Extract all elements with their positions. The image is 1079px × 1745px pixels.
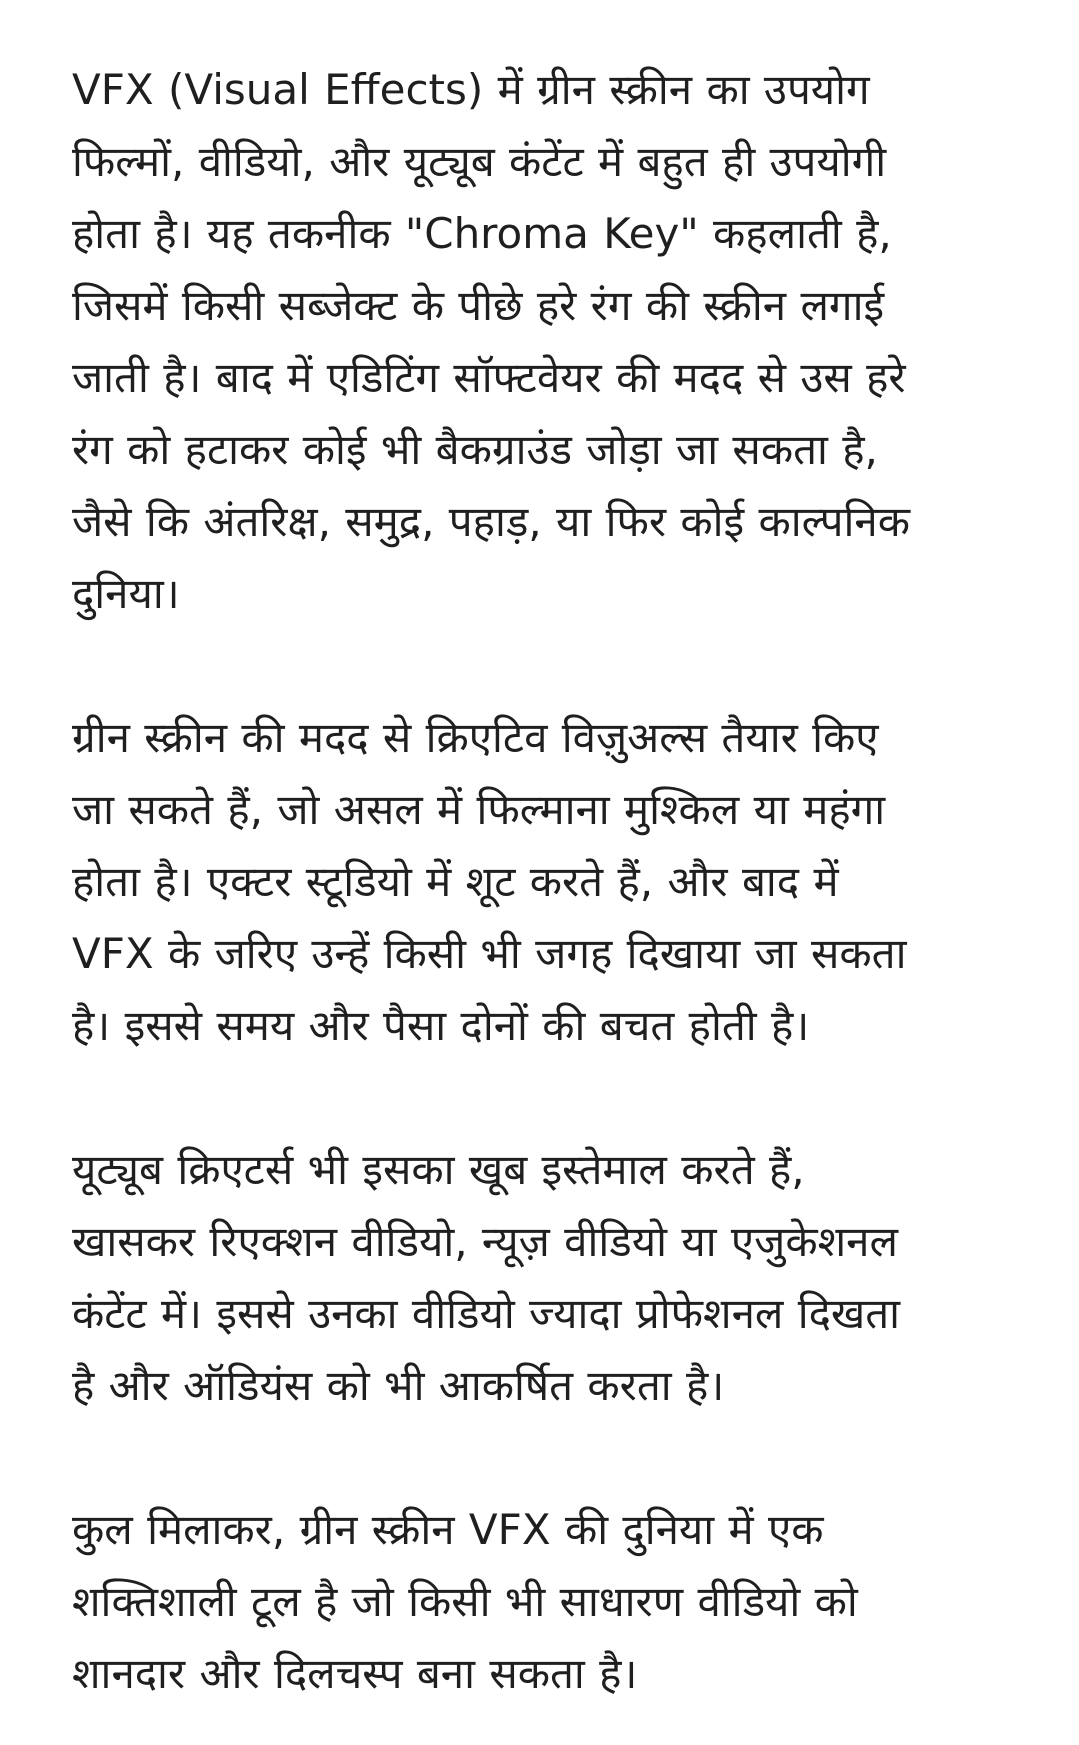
text-line: जैसे कि अंतरिक्ष, समुद्र, पहाड़, या फिर कोई काल्पनिक: [72, 497, 910, 546]
text-line: जा सकते हैं, जो असल में फिल्माना मुश्किल या महंगा: [72, 785, 886, 834]
text-line: VFX (Visual Effects) में ग्रीन स्क्रीन का उपयोग: [72, 65, 870, 114]
text-line: VFX के जरिए उन्हें किसी भी जगह दिखाया जा सकता: [72, 929, 907, 978]
text-line: फिल्मों, वीडियो, और यूट्यूब कंटेंट में बहुत ही उपयोगी: [72, 137, 887, 186]
text-line: ग्रीन स्क्रीन की मदद से क्रिएटिव विज़ुअल्स तैयार किए: [72, 713, 879, 762]
text-line: शानदार और दिलचस्प बना सकता है।: [72, 1649, 638, 1698]
text-line: जाती है। बाद में एडिटिंग सॉफ्टवेयर की मदद से उस हरे: [72, 353, 906, 402]
text-line: है और ऑडियंस को भी आकर्षित करता है।: [72, 1361, 725, 1410]
text-line: दुनिया।: [72, 569, 180, 618]
paragraph-youtube-creators: [72, 1134, 1021, 1422]
paragraph-creative-visuals: [72, 702, 1021, 1062]
text-line: है। इससे समय और पैसा दोनों की बचत होती है।: [72, 1001, 810, 1050]
text-line: रंग को हटाकर कोई भी बैकग्राउंड जोड़ा जा सकता है,: [72, 425, 878, 474]
text-line: कंटेंट में। इससे उनका वीडियो ज्यादा प्रोफेशनल दिखता: [72, 1289, 901, 1338]
text-line: होता है। यह तकनीक "Chroma Key" कहलाती है,: [72, 209, 892, 258]
text-line: यूट्यूब क्रिएटर्स भी इसका खूब इस्तेमाल करते हैं,: [72, 1145, 805, 1194]
text-line: खासकर रिएक्शन वीडियो, न्यूज़ वीडियो या एजुकेशनल: [72, 1217, 898, 1266]
paragraph-conclusion: [72, 1494, 1021, 1710]
text-line: जिसमें किसी सब्जेक्ट के पीछे हरे रंग की स्क्रीन लगाई: [72, 281, 885, 330]
text-line: कुल मिलाकर, ग्रीन स्क्रीन VFX की दुनिया में एक: [72, 1505, 824, 1554]
paragraph-green-screen-intro: [72, 54, 1021, 630]
text-line: होता है। एक्टर स्टूडियो में शूट करते हैं, और बाद में: [72, 857, 839, 906]
text-line: शक्तिशाली टूल है जो किसी भी साधारण वीडियो को: [72, 1577, 858, 1626]
